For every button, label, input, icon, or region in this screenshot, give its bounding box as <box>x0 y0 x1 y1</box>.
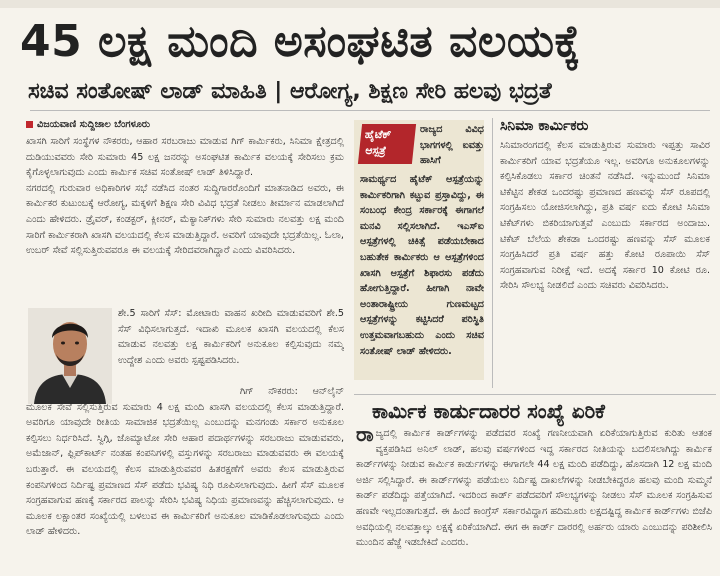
hitech-hospital-badge <box>358 124 416 164</box>
paragraph-intro: ಖಾಸಗಿ ಸಾರಿಗೆ ಸಂಸ್ಥೆಗಳ ನೌಕರರು, ಆಹಾರ ಸರಬರಾಜು ಮಾಡುವ ಗಿಗ್ ಕಾರ್ಮಿಕರು, ಸಿನಿಮಾ ಕ್ಷೇತ್ರದಲ್ಲಿ ದುಡಿಯುವವರು ಸೇರಿ ಸುಮಾರು 45 ಲಕ್ಷ ಜನರನ್ನು ಅಸಂಘಟಿತ ಕಾರ್ಮಿಕ ವಲಯಕ್ಕೆ ಸೇರಿಸಲು ಕ್ರಮ ಕೈಗೊಳ್ಳಲಾಗುವುದು ಎಂದು ಕಾರ್ಮಿಕ ಸಚಿವ ಸಂತೋಷ್ ಲಾಡ್ ತಿಳಿಸಿದ್ದಾರೆ. <box>26 136 344 179</box>
box-lead: ರಾಜ್ಯದ ವಿವಿಧ ಭಾಗಗಳಲ್ಲಿ ಐವತ್ತು ಹಾಸಿಗೆ <box>420 124 484 167</box>
paragraph-gig-workers: ಗಿಗ್ ನೌಕರರು: ಆನ್‌ಲೈನ್ ಮೂಲಕ ಸೇವೆ ಸಲ್ಲಿಸುತ್ತಿರುವ ಸುಮಾರು 4 ಲಕ್ಷ ಮಂದಿ ಖಾಸಗಿ ವಲಯದಲ್ಲಿ ಕೆಲಸ ಮಾಡುತ್ತಿದ್ದಾರೆ. ಅವರಿಗೂ ಯಾವುದೇ ರೀತಿಯ ಸಾಮಾಜಿಕ ಭದ್ರತೆಯಿಲ್ಲ ಎಂಬುದನ್ನು ಮನಗಂಡು ಸರ್ಕಾರ ಅನುಕೂಲ ಕಲ್ಪಿಸಲು ನಿರ್ಧರಿಸಿದೆ. ಸ್ವಿಗ್ಗಿ, ಜೊಮ್ಯಾಟೋ ಸೇರಿ ಆಹಾರ ಪದಾರ್ಥಗಳನ್ನು ಸರಬರಾಜು ಮಾಡುವವರು, ಅಮೆಜಾನ್, ಫ್ಲಿಪ್‌ಕಾರ್ಟ್ ನಂತಹ ಕಂಪನಿಗಳಲ್ಲಿ ವಸ್ತುಗಳನ್ನು ಸರಬರಾಜು ಮಾಡುವವರು ಈ ವಲಯಕ್ಕೆ ಬರುತ್ತಾರೆ. ಈ ವಲಯದಲ್ಲಿ ಕೆಲಸ ಮಾಡುತ್ತಿರುವವರ ಹಿತರಕ್ಷಣೆಗೆ ಅವರು ಕೆಲಸ ಮಾಡುತ್ತಿರುವ ಕಂಪನಿಗಳಿಂದ ನಿರ್ದಿಷ್ಟ ಪ್ರಮಾಣದ ಸೆಸ್ ಪಡೆದು ಭವಿಷ್ಯ ನಿಧಿ ರೂಪಿಸಲಾಗುವುದು. ಹೀಗೆ ಸೆಸ್ ಮೂಲಕ ಸಂಗ್ರಹವಾಗುವ ಹಣಕ್ಕೆ ಸರ್ಕಾರದ ಪಾಲನ್ನು ಸೇರಿಸಿ ಭವಿಷ್ಯ ನಿಧಿಯ ಪ್ರಮಾಣವನ್ನು ಹೆಚ್ಚಿಸಲಾಗುವುದು. ಆ ಮೂಲಕ ಲಕ್ಷಾಂತರ ಸಂಖ್ಯೆಯಲ್ಲಿ ಬಳಲುವ ಈ ಕಾರ್ಮಿಕರಿಗೆ ಅನುಕೂಲ ಮಾಡಿಕೊಡಲಾಗುವುದು ಎಂದು ಲಾಡ್ ಹೇಳಿದರು. <box>26 386 344 538</box>
headline-divider <box>30 110 710 111</box>
card-section-column <box>356 426 712 572</box>
cinema-body: ಸಿನಿಮಾರಂಗದಲ್ಲಿ ಕೆಲಸ ಮಾಡುತ್ತಿರುವ ಸುಮಾರು ಇಪ್ಪತ್ತು ಸಾವಿರ ಕಾರ್ಮಿಕರಿಗೆ ಯಾವ ಭದ್ರತೆಯೂ ಇಲ್ಲ. ಅವರಿಗೂ ಅನುಕೂಲಗಳನ್ನು ಕಲ್ಪಿಸಿಕೊಡಲು ಸರ್ಕಾರ ಚಿಂತನೆ ನಡೆಸಿದೆ. ಇನ್ನುಮುಂದೆ ಸಿನಿಮಾ ಟಿಕೆಟ್ಟಿನ ಶೇಕಡ ಒಂದರಷ್ಟು ಪ್ರಮಾಣದ ಹಣವನ್ನು ಸೆಸ್ ರೂಪದಲ್ಲಿ ಸಂಗ್ರಹಿಸಲು ಯೋಜಿಸಲಾಗಿದ್ದು, ಪ್ರತಿ ವರ್ಷ ಐದು ಕೋಟಿ ಸಿನಿಮಾ ಟಿಕೆಟ್‌ಗಳು ಬಿಕರಿಯಾಗುತ್ತವೆ ಎಂಬುದು ಸರ್ಕಾರದ ಅಂದಾಜು. ಟಿಕೆಟ್ ಬೆಲೆಯ ಶೇಕಡಾ ಒಂದರಷ್ಟು ಹಣವನ್ನು ಸೆಸ್ ಮೂಲಕ ಸಂಗ್ರಹಿಸಿದರೆ ಪ್ರತಿ ವರ್ಷ ಹತ್ತು ಕೋಟಿ ರೂಪಾಯಿ ಸೆಸ್ ಸಂಗ್ರಹವಾಗುವ ನಿರೀಕ್ಷೆ ಇದೆ. ಅದಕ್ಕೆ ಸರ್ಕಾರ 10 ಕೋಟಿ ರೂ. ಸೇರಿಸಿ ಸೌಲಭ್ಯ ನೀಡಲಿದೆ ಎಂದು ಸಚಿವರು ವಿವರಿಸಿದರು. <box>500 140 710 292</box>
left-column-upper <box>26 134 344 306</box>
box-body-text <box>360 172 484 378</box>
box-body: ಸಾಮರ್ಥ್ಯದ ಹೈಟೆಕ್ ಆಸ್ಪತ್ರೆಯನ್ನು ಕಾರ್ಮಿಕರಿಗಾಗಿ ಕಟ್ಟುವ ಪ್ರಸ್ತಾವಿದ್ದು, ಈ ಸಂಬಂಧ ಕೇಂದ್ರ ಸರ್ಕಾರಕ್ಕೆ ಈಗಾಗಲೆ ಮನವಿ ಸಲ್ಲಿಸಲಾಗಿದೆ. ಇಎಸ್‌ಐ ಆಸ್ಪತ್ರೆಗಳಲ್ಲಿ ಚಿಕಿತ್ಸೆ ಪಡೆಯಬೇಕಾದ ಬಹುತೇಕ ಕಾರ್ಮಿಕರು ಆ ಆಸ್ಪತ್ರೆಗಳಿಂದ ಖಾಸಗಿ ಆಸ್ಪತ್ರೆಗೆ ಶಿಫಾರಸು ಪಡೆದು ಹೋಗುತ್ತಿದ್ದಾರೆ. ಹೀಗಾಗಿ ನಾವೇ ಅಂತಾರಾಷ್ಟ್ರೀಯ ಗುಣಮಟ್ಟದ ಆಸ್ಪತ್ರೆಗಳನ್ನು ಕಟ್ಟಿಸಿದರೆ ಪರಿಸ್ಥಿತಿ ಉತ್ತಮವಾಗಬಹುದು ಎಂದು ಸಚಿವ ಸಂತೋಷ್ ಲಾಡ್ ಹೇಳಿದರು. <box>360 174 484 357</box>
paragraph-meeting: ನಗರದಲ್ಲಿ ಗುರುವಾರ ಅಧಿಕಾರಿಗಳ ಸಭೆ ನಡೆಸಿದ ನಂತರ ಸುದ್ದಿಗಾರರೊಂದಿಗೆ ಮಾತನಾಡಿದ ಅವರು, ಈ ಕಾರ್ಮಿಕರ ಕುಟುಂಬಕ್ಕೆ ಆರೋಗ್ಯ, ಮಕ್ಕಳಿಗೆ ಶಿಕ್ಷಣ ಸೇರಿ ವಿವಿಧ ಭದ್ರತೆ ನೀಡಲು ತೀರ್ಮಾನ ಮಾಡಲಾಗಿದೆ ಎಂದು ಹೇಳಿದರು. ಡ್ರೈವರ್, ಕಂಡಕ್ಟರ್, ಕ್ಲೀನರ್, ಮೆಕ್ಯಾನಿಕ್‌ಗಳು ಸೇರಿ ಸುಮಾರು ನಲವತ್ತು ಲಕ್ಷ ಮಂದಿ ಸಾರಿಗೆ ಕಾರ್ಮಿಕರಾಗಿ ಖಾಸಗಿ ವಲಯದಲ್ಲಿ ಕೆಲಸ ಮಾಡುತ್ತಿದ್ದಾರೆ. ಅವರಿಗೆ ಯಾವುದೇ ಭದ್ರತೆಯಿಲ್ಲ. ಓಲಾ, ಉಬರ್ ಸೇವೆ ಸಲ್ಲಿಸುತ್ತಿರುವವರೂ ಈ ವಲಯಕ್ಕೆ ಸೇರಿದವರಾಗಿದ್ದಾರೆ ಎಂದು ವಿವರಿಸಿದರು. <box>26 182 344 257</box>
sub-headline: ಸಚಿವ ಸಂತೋಷ್ ಲಾಡ್ ಮಾಹಿತಿ | ಆರೋಗ್ಯ, ಶಿಕ್ಷಣ ಸೇರಿ ಹಲವು ಭದ್ರತೆ <box>28 79 552 104</box>
byline <box>26 118 150 132</box>
card-section-body <box>356 426 712 551</box>
byline-text: ವಿಜಯವಾಣಿ ಸುದ್ದಿಜಾಲ ಬೆಂಗಳೂರು <box>37 119 151 130</box>
left-column-lower <box>26 384 344 570</box>
section-divider <box>354 394 716 395</box>
badge-line-2: ಆಸ್ಪತ್ರೆ <box>364 144 387 157</box>
top-edge <box>0 0 720 8</box>
cinema-column <box>500 138 710 388</box>
cinema-heading: ಸಿನಿಮಾ ಕಾರ್ಮಿಕರು <box>500 118 589 134</box>
dropcap: ರಾ <box>356 426 374 446</box>
badge-line-1: ಹೈಟೆಕ್ <box>364 128 392 141</box>
box-lead-text <box>420 122 484 170</box>
main-headline: 45 ಲಕ್ಷ ಮಂದಿ ಅಸಂಘಟಿತ ವಲಯಕ್ಕೆ <box>20 16 581 67</box>
card-section-heading: ಕಾರ್ಮಿಕ ಕಾರ್ಡುದಾರರ ಸಂಖ್ಯೆ ಏರಿಕೆ <box>372 399 605 423</box>
card-section-text: ಜ್ಯದಲ್ಲಿ ಕಾರ್ಮಿಕ ಕಾರ್ಡ್‌ಗಳನ್ನು ಪಡೆದವರ ಸಂಖ್ಯೆ ಗಣನೀಯವಾಗಿ ಏರಿಕೆಯಾಗುತ್ತಿರುವ ಕುರಿತು ಆತಂಕ ವ್ಯಕ್ತಪಡಿಸಿದ ಅನಿಲ್ ಲಾಡ್, ಹಲವು ವರ್ಷಗಳಿಂದ ಇದ್ದ ಸರ್ಕಾರದ ನೀತಿಯನ್ನು ಬದಲಿಸಲಾಗಿದ್ದು ಕಾರ್ಮಿಕ ಕಾರ್ಡ್‌ಗಳನ್ನು ನೀಡುವ ಕಾರ್ಮಿಕ ಕಾರ್ಡುಗಳನ್ನು ಈಗಾಗಲೇ 44 ಲಕ್ಷ ಮಂದಿ ಪಡೆದಿದ್ದು, ಹೊಸದಾಗಿ 12 ಲಕ್ಷ ಮಂದಿ ಅರ್ಜಿ ಸಲ್ಲಿಸಿದ್ದಾರೆ. ಈ ಕಾರ್ಡ್‌ಗಳನ್ನು ಪಡೆಯಲು ನಿರ್ದಿಷ್ಟ ದಾಖಲೆಗಳನ್ನು ನೀಡಬೇಕಿದ್ದರೂ ಹಲವು ಮಂದಿ ಸುಮ್ಮನೆ ಕಾರ್ಡ್ ಪಡೆದಿದ್ದು ಪತ್ತೆಯಾಗಿದೆ. ಇದರಿಂದ ಕಾರ್ಡ್ ಪಡೆದವರಿಗೆ ಸೌಲಭ್ಯಗಳನ್ನು ನೀಡಲು ಸೆಸ್ ಮೂಲಕ ಸಂಗ್ರಹಿಸುವ ಹಣವೇ ಇಲ್ಲದಂತಾಗುತ್ತದೆ. ಈ ಹಿಂದೆ ಕಾಂಗ್ರೆಸ್ ಸರ್ಕಾರವಿದ್ದಾಗ ಹದಿಮೂರು ಲಕ್ಷದಷ್ಟಿದ್ದ ಕಾರ್ಮಿಕ ಕಾರ್ಡ್‌ಗಳು ಬಿಜೆಪಿ ಅವಧಿಯಲ್ಲಿ ನಲವತ್ತಾಲ್ಕು ಲಕ್ಷಕ್ಕೆ ಏರಿಕೆಯಾಗಿದೆ. ಈಗ ಈ ಕಾರ್ಡ್ ದಾರರಲ್ಲಿ ಅರ್ಹರು ಯಾರು ಎಂಬುದನ್ನು ಪರಿಶೀಲಿಸಿ ಮುಂದಿನ ಹೆಜ್ಜೆ ಇಡಬೇಕಿದೆ ಎಂದರು. <box>356 428 712 549</box>
column-divider <box>492 118 493 388</box>
byline-square-icon <box>26 121 33 128</box>
paragraph-transport-cess: ಶೇ.5 ಸಾರಿಗೆ ಸೆಸ್: ಮೋಟಾರು ವಾಹನ ಖರೀದಿ ಮಾಡುವವರಿಗೆ ಶೇ.5 ಸೆಸ್ ವಿಧಿಸಲಾಗುತ್ತದೆ. ಇದಾಖಿ ಮೂಲಕ ಖಾಸಗಿ ವಲಯದಲ್ಲಿ ಕೆಲಸ ಮಾಡುವ ನಲವತ್ತು ಲಕ್ಷ ಕಾರ್ಮಿಕರಿಗೆ ಅನುಕೂಲ ಕಲ್ಪಿಸುವುದು ನಮ್ಮ ಉದ್ದೇಶ ಎಂದು ಅವರು ಸ್ಪಷ್ಟಪಡಿಸಿದರು. <box>118 308 344 366</box>
